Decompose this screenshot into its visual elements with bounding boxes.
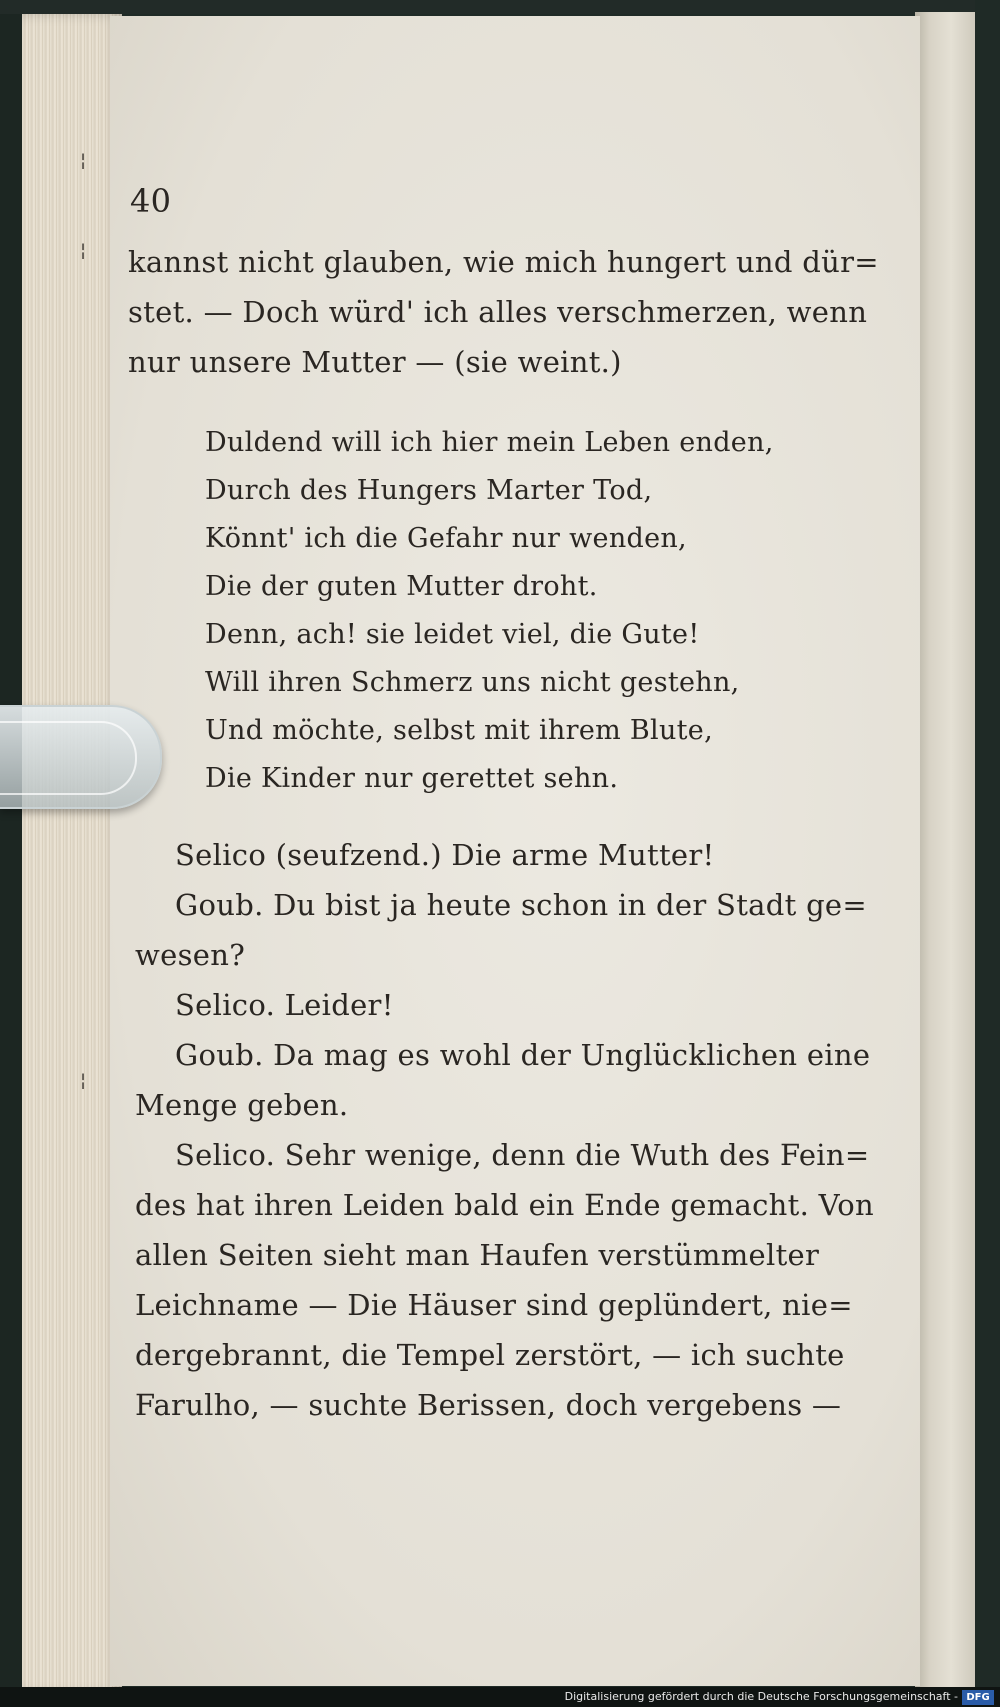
scan-background-top (0, 0, 1000, 14)
margin-mark: ¦ (80, 1070, 87, 1091)
dialogue-line: des hat ihren Leiden bald ein Ende gemacht. Von (135, 1188, 874, 1222)
text-line: nur unsere Mutter — (sie weint.) (128, 345, 622, 379)
dialogue-line: Selico. Sehr wenige, denn die Wuth des Fein= (175, 1138, 870, 1172)
dialogue-line: Menge geben. (135, 1088, 349, 1122)
dialogue-line: wesen? (135, 938, 246, 972)
verse-line: Durch des Hungers Marter Tod, (205, 475, 653, 506)
page-clip-highlight (0, 721, 137, 795)
dfg-logo: DFG (962, 1690, 994, 1705)
dialogue-line: dergebrannt, die Tempel zerstört, — ich suchte (135, 1338, 845, 1372)
margin-mark: ¦ (80, 240, 87, 261)
page-edges (22, 14, 122, 1694)
digitization-credit: Digitalisierung gefördert durch die Deutsche Forschungsgemeinschaft - (0, 1687, 1000, 1707)
text-line: kannst nicht glauben, wie mich hungert und dür= (128, 245, 879, 279)
dialogue-line: allen Seiten sieht man Haufen verstümmelter (135, 1238, 820, 1272)
dialogue-line: Goub. Da mag es wohl der Unglücklichen eine (175, 1038, 871, 1072)
dialogue-line: Goub. Du bist ja heute schon in der Stadt ge= (175, 888, 867, 922)
page-number: 40 (130, 182, 172, 220)
dialogue-line: Farulho, — suchte Berissen, doch vergebens — (135, 1388, 842, 1422)
verse-line: Die der guten Mutter droht. (205, 571, 598, 602)
dialogue-line: Selico. Leider! (175, 988, 394, 1022)
margin-mark: ¦ (80, 150, 87, 171)
dialogue-line: Selico (seufzend.) Die arme Mutter! (175, 838, 715, 872)
scan-background-right (975, 0, 1000, 1707)
verse-line: Duldend will ich hier mein Leben enden, (205, 427, 774, 458)
verse-line: Denn, ach! sie leidet viel, die Gute! (205, 619, 700, 650)
page-clip (0, 705, 162, 809)
text-line: stet. — Doch würd' ich alles verschmerzen, wenn (128, 295, 868, 329)
verse-line: Könnt' ich die Gefahr nur wenden, (205, 523, 687, 554)
verse-line: Will ihren Schmerz uns nicht gestehn, (205, 667, 740, 698)
scan-background-left (0, 0, 22, 1707)
verse-line: Die Kinder nur gerettet sehn. (205, 763, 619, 794)
verse-line: Und möchte, selbst mit ihrem Blute, (205, 715, 713, 746)
dialogue-line: Leichname — Die Häuser sind geplündert, nie= (135, 1288, 853, 1322)
right-page-edge (915, 12, 975, 1692)
